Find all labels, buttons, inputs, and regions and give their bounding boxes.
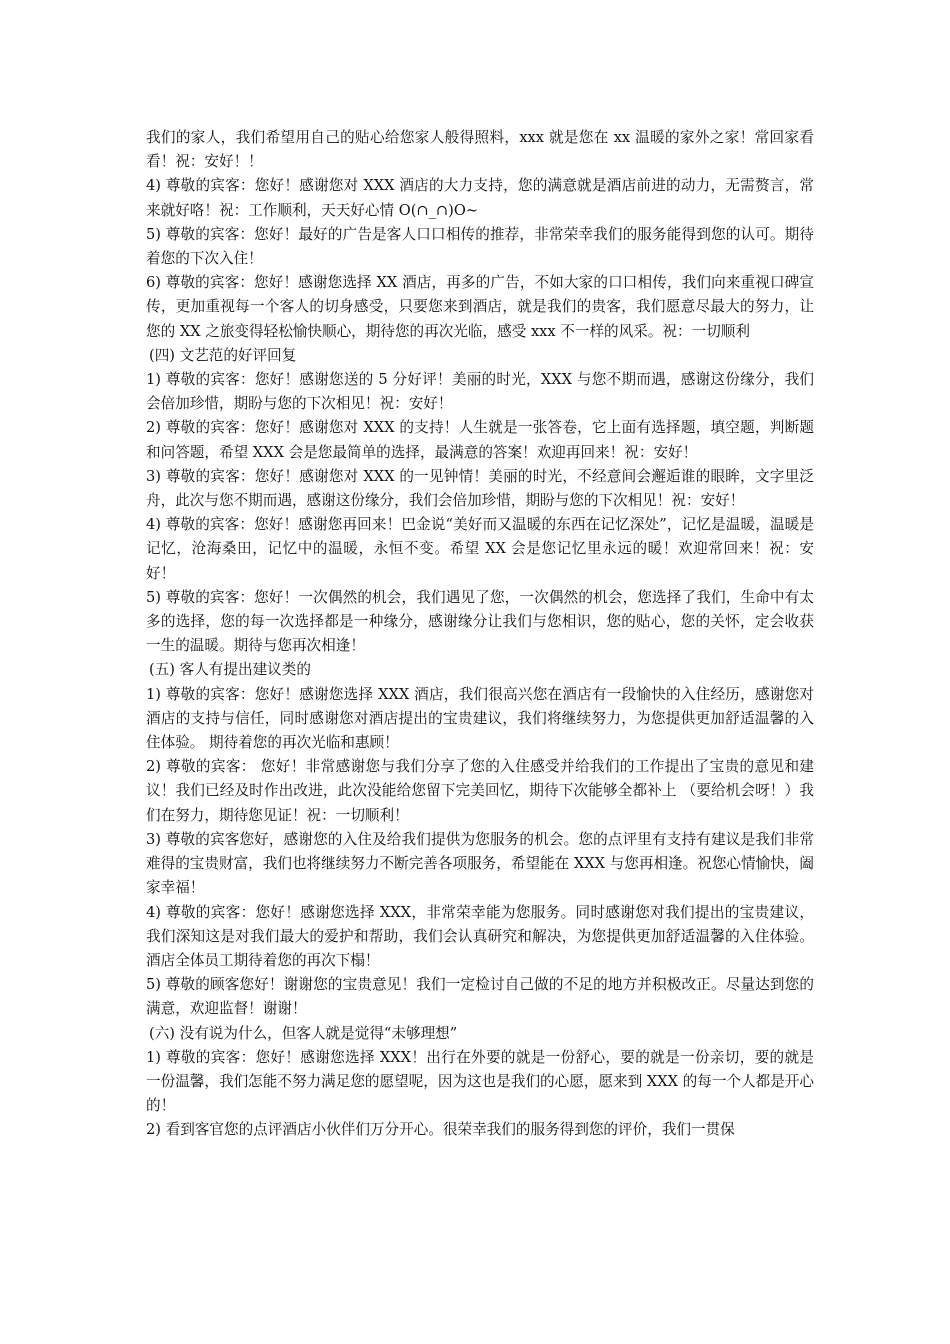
reply-4-5: 5) 尊敬的宾客：您好！一次偶然的机会，我们遇见了您，一次偶然的机会，您选择了我们，生命中有太多的选择，您的每一次选择都是一种缘分，感谢缘分让我们与您相识，您的贴心，您的关怀，定会收获一生的温暖。期待与您再次相逢！ xyxy=(146,588,814,655)
intro-continuation: 我们的家人，我们希望用自己的贴心给您家人般得照料，xxx 就是您在 xx 温暖的家外之家！常回家看看！祝：安好！！ xyxy=(146,129,814,171)
section-4-heading: (四) 文艺范的好评回复 xyxy=(149,346,297,364)
reply-4-2: 2) 尊敬的宾客：您好！感谢您对 XXX 的支持！人生就是一张答卷，它上面有选择题，填空题，判断题和问答题，希望 XXX 会是您最简单的选择，最满意的答案！欢迎再回来！祝：安好！ xyxy=(146,419,814,461)
reply-4-4: 4) 尊敬的宾客：您好！感谢您再回来！巴金说“美好而又温暖的东西在记忆深处”，记忆是温暖，温暖是记忆，沧海桑田，记忆中的温暖，永恒不变。希望 XX 会是您记忆里永远的暖！欢迎常回来！祝：安好！ xyxy=(146,516,814,582)
reply-4-1: 1) 尊敬的宾客：您好！感谢您送的 5 分好评！美丽的时光，XXX 与您不期而遇，感谢这份缘分，我们会倍加珍惜，期盼与您的下次相见！祝：安好！ xyxy=(146,371,814,413)
reply-5-2: 2) 尊敬的宾客： 您好！非常感谢您与我们分享了您的入住感受并给我们的工作提出了宝贵的意见和建议！我们已经及时作出改进，此次没能给您留下完美回忆，期待下次能够全都补上 （要给机会呀！）我们在努力，期待您见证！祝：一切顺利！ xyxy=(146,758,814,824)
reply-3-4: 4) 尊敬的宾客：您好！感谢您对 XXX 酒店的大力支持，您的满意就是酒店前进的动力，无需赘言，常来就好咯！祝：工作顺利，天天好心情 O(∩_∩)O~ xyxy=(146,177,814,219)
reply-6-1: 1) 尊敬的宾客：您好！感谢您选择 XXX！出行在外要的就是一份舒心，要的就是一份亲切，要的就是一份温馨，我们怎能不努力满足您的愿望呢，因为这也是我们的心愿，愿来到 XXX 的每一个人都是开心的！ xyxy=(146,1048,814,1115)
document-page xyxy=(146,126,814,1143)
reply-5-3: 3) 尊敬的宾客您好，感谢您的入住及给我们提供为您服务的机会。您的点评里有支持有建议是我们非常难得的宝贵财富，我们也将继续努力不断完善各项服务，希望能在 XXX 与您再相逢。祝您心情愉快，阖家幸福！ xyxy=(146,830,814,897)
reply-5-1: 1) 尊敬的宾客：您好！感谢您选择 XXX 酒店，我们很高兴您在酒店有一段愉快的入住经历，感谢您对酒店的支持与信任，同时感谢您对酒店提出的宝贵建议，我们将继续努力，为您提供更加舒适温馨的入住体验。 期待着您的再次光临和惠顾！ xyxy=(146,685,814,752)
reply-4-3: 3) 尊敬的宾客：您好！感谢您对 XXX 的一见钟情！美丽的时光，不经意间会邂逅谁的眼眸，文字里泛舟，此次与您不期而遇，感谢这份缘分，我们会倍加珍惜，期盼与您的下次相见！祝：安好！ xyxy=(146,467,814,510)
reply-3-6: 6) 尊敬的宾客：您好！感谢您选择 XX 酒店，再多的广告，不如大家的口口相传，我们向来重视口碑宣传，更加重视每一个客人的切身感受，只要您来到酒店，就是我们的贵客，我们愿意尽最大的努力，让您的 XX 之旅变得轻松愉快顺心，期待您的再次光临，感受 xxx 不一样的风采。祝：一切顺利 xyxy=(146,274,814,340)
reply-6-2: 2) 看到客官您的点评酒店小伙伴们万分开心。很荣幸我们的服务得到您的评价，我们一贯保 xyxy=(146,1121,735,1139)
reply-5-5: 5) 尊敬的顾客您好！谢谢您的宝贵意见！我们一定检讨自己做的不足的地方并积极改正。尽量达到您的满意，欢迎监督！谢谢！ xyxy=(146,976,814,1018)
reply-3-5: 5) 尊敬的宾客：您好！最好的广告是客人口口相传的推荐，非常荣幸我们的服务能得到您的认可。期待着您的下次入住！ xyxy=(146,225,814,268)
section-5-heading: (五) 客人有提出建议类的 xyxy=(149,661,311,679)
reply-5-4: 4) 尊敬的宾客：您好！感谢您选择 XXX，非常荣幸能为您服务。同时感谢您对我们提出的宝贵建议，我们深知这是对我们最大的爱护和帮助，我们会认真研究和解决，为您提供更加舒适温馨的入住体验。酒店全体员工期待着您的再次下榻！ xyxy=(146,903,814,969)
section-6-heading: (六) 没有说为什么，但客人就是觉得“未够理想” xyxy=(149,1024,458,1042)
